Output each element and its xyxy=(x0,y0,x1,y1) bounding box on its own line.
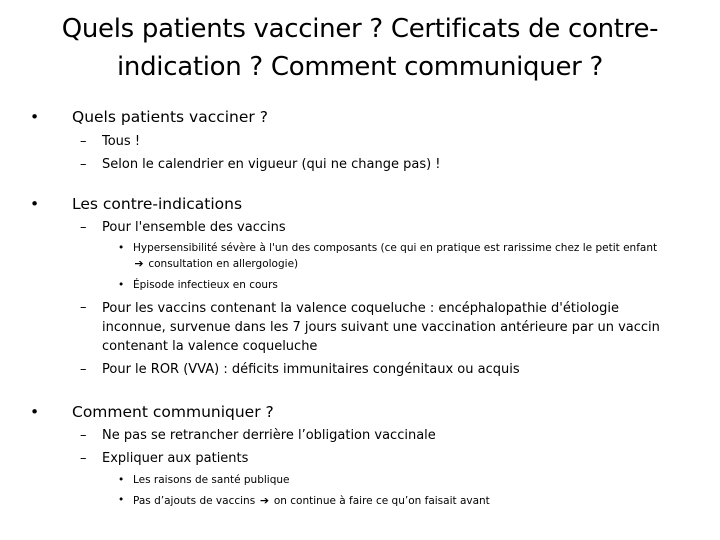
list-item-text: consultation en allergologie) xyxy=(148,258,299,270)
arrow-right-icon: ➔ xyxy=(259,494,270,507)
bullet-marker: • xyxy=(30,403,40,421)
list-item: Pour les vaccins contenant la valence coqueluche : encéphalopathie d'étiologie inconnue, survenue dans les 7 jours suivant une vaccination antérieure par un vaccin contenant la valence coqueluche xyxy=(102,301,660,354)
dash-marker: – xyxy=(80,220,87,235)
list-item: Les raisons de santé publique xyxy=(133,474,290,486)
dash-marker: – xyxy=(80,300,87,315)
list-item: Pour le ROR (VVA) : déficits immunitaires congénitaux ou acquis xyxy=(102,362,520,377)
bullet-marker: • xyxy=(118,474,125,486)
dash-marker: – xyxy=(80,428,87,443)
list-item: Pour l'ensemble des vaccins xyxy=(102,220,286,235)
bullet-marker: • xyxy=(118,279,125,291)
list-item: Épisode infectieux en cours xyxy=(133,279,278,291)
arrow-right-icon: ➔ xyxy=(134,257,144,270)
list-item: Ne pas se retrancher derrière l’obligation vaccinale xyxy=(102,428,436,443)
dash-marker: – xyxy=(80,134,87,149)
list-item: Tous ! xyxy=(102,134,141,149)
bullet-marker: • xyxy=(30,195,40,213)
section-heading-contre-indications: Les contre-indications xyxy=(72,195,243,213)
bullet-marker: • xyxy=(118,242,125,254)
slide-title: Quels patients vacciner ? Certificats de contre-indication ? Comment communiquer ? xyxy=(61,14,659,82)
list-item xyxy=(133,494,490,507)
list-item-text: Hypersensibilité sévère à l'un des composants (ce qui en pratique est rarissime chez le petit enfant xyxy=(133,242,658,254)
section-heading-vacciner: Quels patients vacciner ? xyxy=(72,108,268,126)
section-heading-communiquer: Comment communiquer ? xyxy=(72,403,274,421)
list-item: Selon le calendrier en vigueur (qui ne change pas) ! xyxy=(102,157,441,172)
list-item: Expliquer aux patients xyxy=(102,451,249,466)
dash-marker: – xyxy=(80,451,87,466)
dash-marker: – xyxy=(80,362,87,377)
list-item xyxy=(133,240,713,272)
list-item-text: on continue à faire ce qu’on faisait avant xyxy=(273,495,490,507)
dash-marker: – xyxy=(80,157,87,172)
bullet-marker: • xyxy=(30,108,40,126)
list-item-text: Pas d’ajouts de vaccins xyxy=(133,495,256,507)
bullet-marker: • xyxy=(118,494,125,506)
